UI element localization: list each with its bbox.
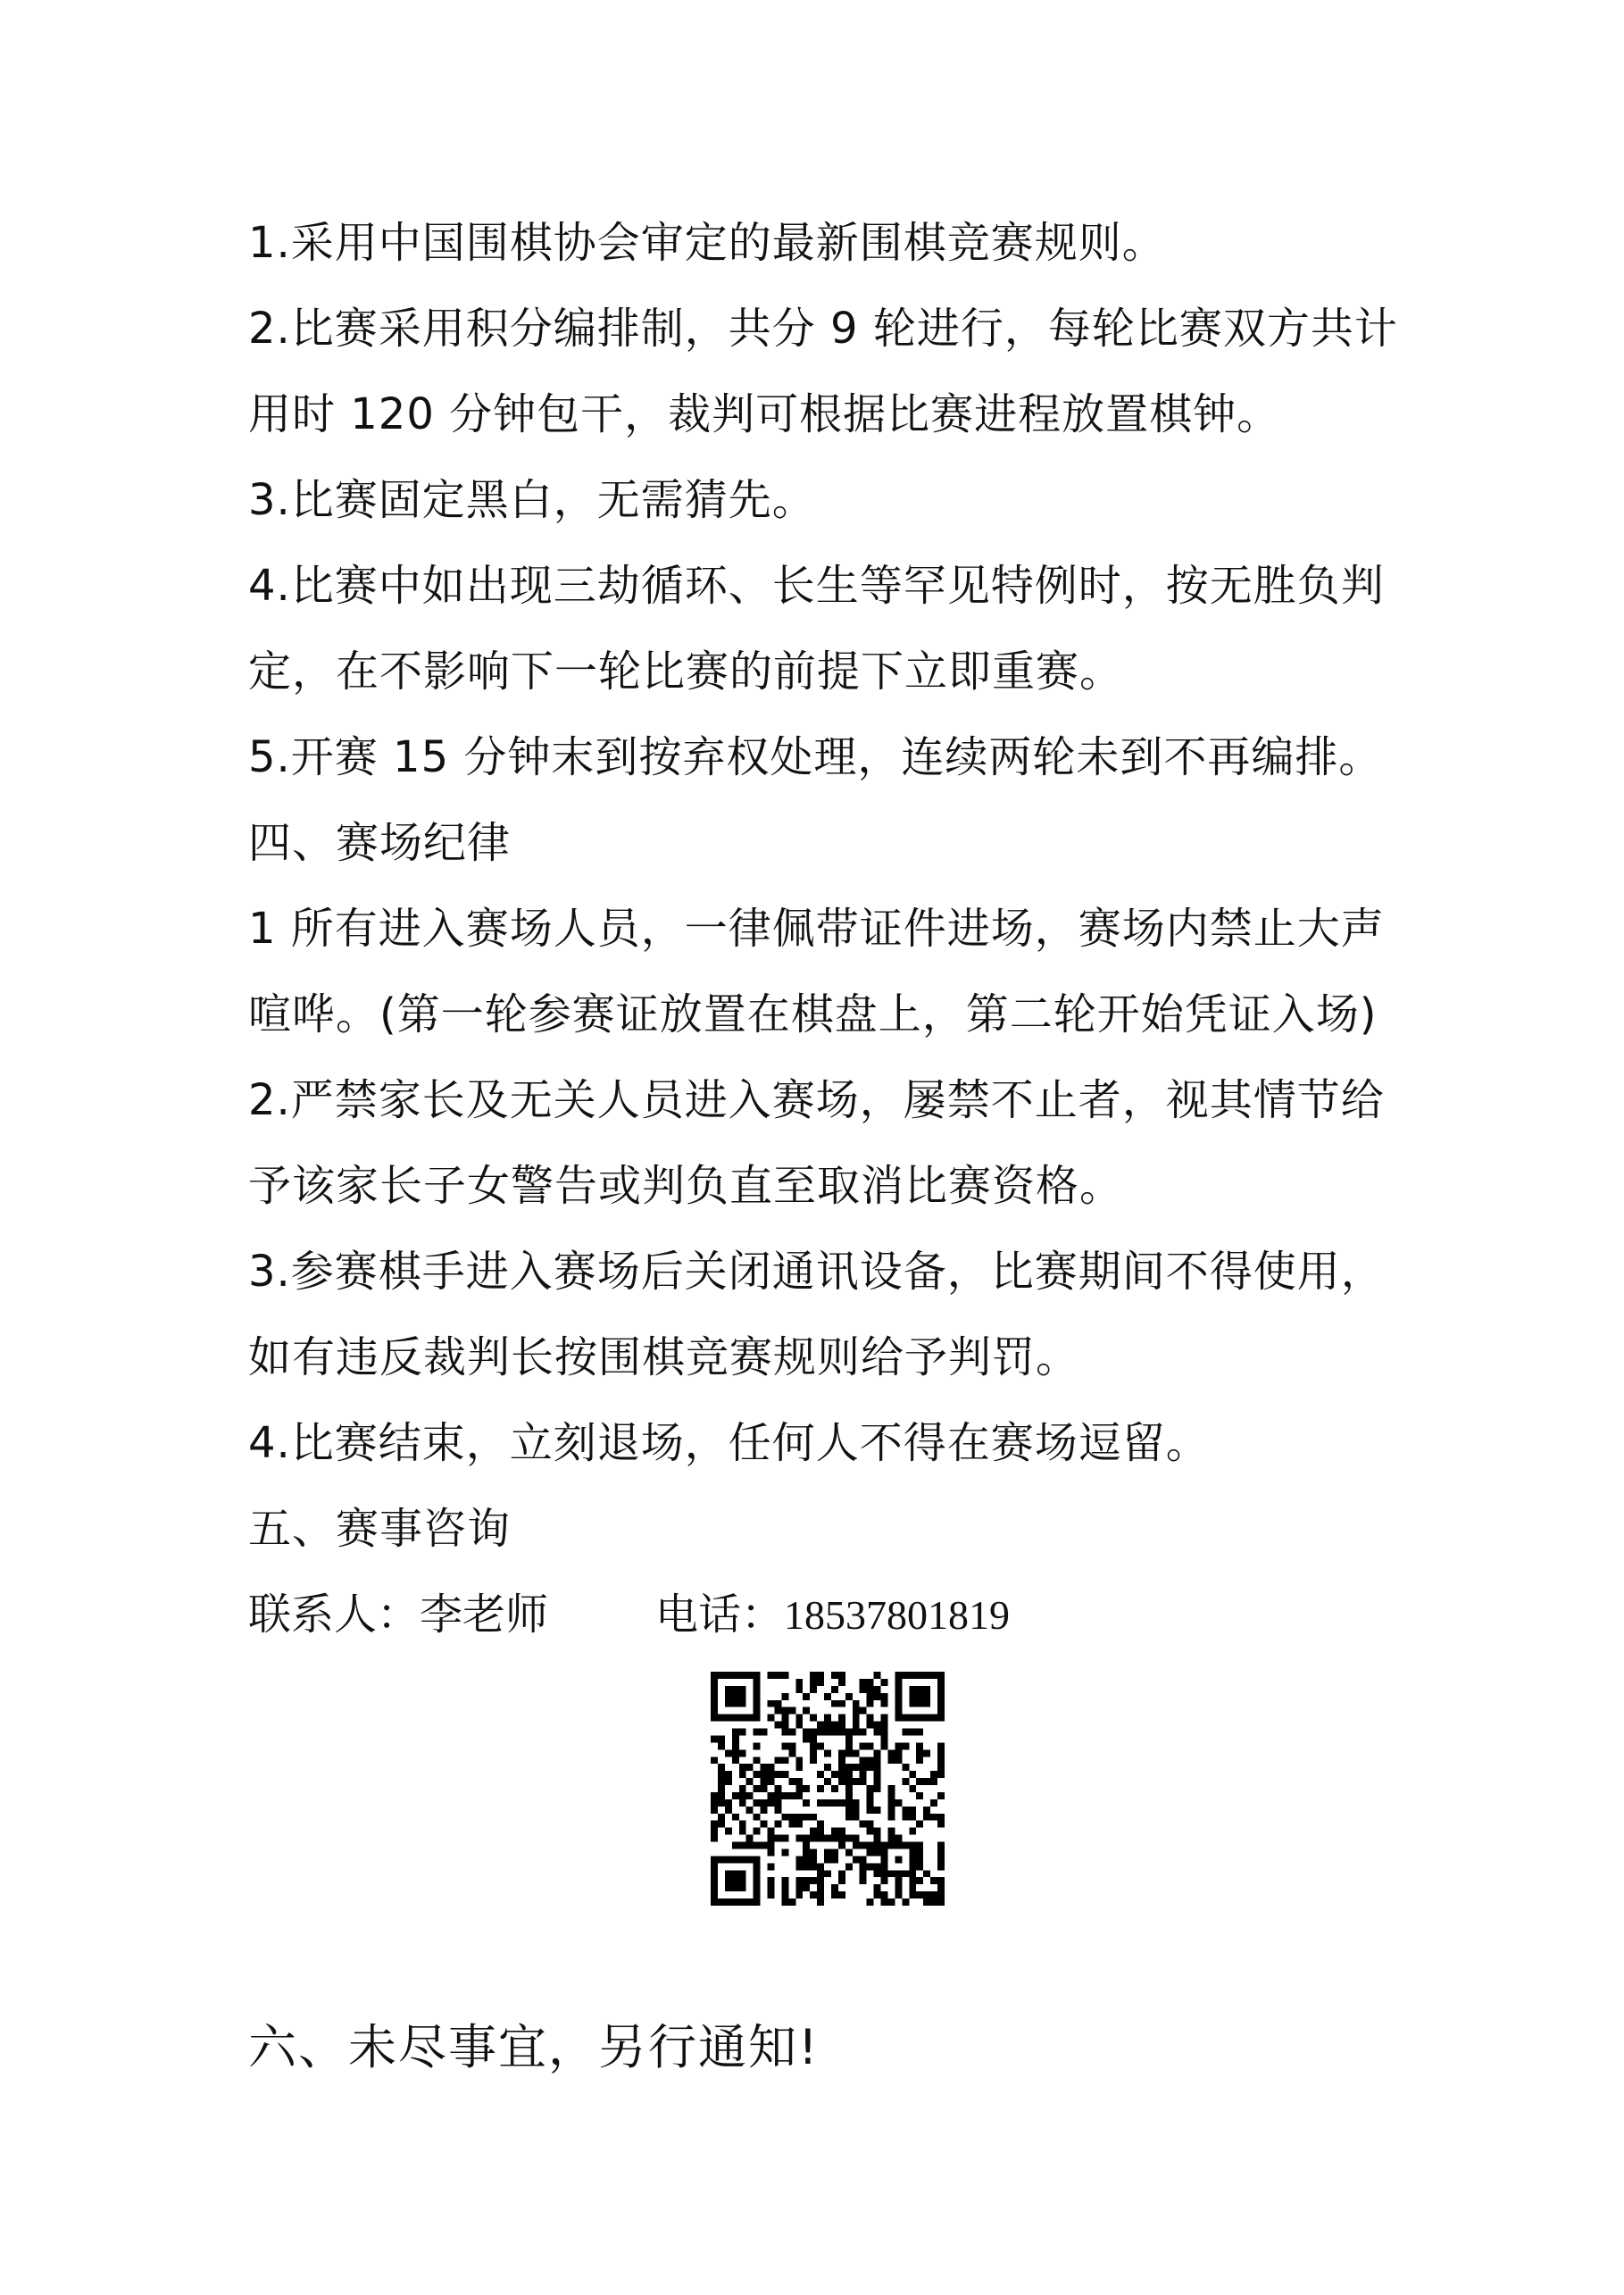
rule-line-6: 定，在不影响下一轮比赛的前提下立即重赛。 (248, 647, 1124, 697)
rule-line-3: 用时 120 分钟包干，裁判可根据比赛进程放置棋钟。 (248, 389, 1281, 439)
final-note: 六、未尽事宜，另行通知! (248, 2019, 820, 2075)
contact-info (248, 1588, 1010, 1642)
discipline-line-1: 1 所有进入赛场人员，一律佩带证件进场，赛场内禁止大声 (248, 904, 1385, 954)
rule-line-4: 3.比赛固定黑白，无需猜先。 (248, 475, 816, 525)
discipline-line-2: 喧哗。(第一轮参赛证放置在棋盘上，第二轮开始凭证入场) (248, 989, 1378, 1039)
rule-line-2: 2.比赛采用积分编排制，共分 9 轮进行，每轮比赛双方共计 (248, 304, 1398, 354)
rule-line-1: 1.采用中国围棋协会审定的最新围棋竞赛规则。 (248, 218, 1166, 268)
rule-line-5: 4.比赛中如出现三劫循环、长生等罕见特例时，按无胜负判 (248, 561, 1385, 611)
rule-line-7: 5.开赛 15 分钟末到按弃权处理，连续两轮未到不再编排。 (248, 732, 1383, 782)
consult-heading: 五、赛事咨询 (248, 1504, 512, 1554)
discipline-line-5: 3.参赛棋手进入赛场后关闭通讯设备，比赛期间不得使用， (248, 1247, 1385, 1297)
phone-label: 电话： (655, 1590, 785, 1640)
discipline-line-6: 如有违反裁判长按围棋竞赛规则给予判罚。 (248, 1332, 1080, 1382)
phone-number: 18537801819 (784, 1592, 1011, 1638)
discipline-line-3: 2.严禁家长及无关人员进入赛场，屡禁不止者，视其情节给 (248, 1075, 1385, 1125)
contact-person: 联系人：李老师 (248, 1590, 549, 1640)
discipline-line-7: 4.比赛结束，立刻退场，任何人不得在赛场逗留。 (248, 1418, 1210, 1468)
qr-code-image (711, 1672, 945, 1906)
discipline-line-4: 予该家长子女警告或判负直至取消比赛资格。 (248, 1161, 1124, 1211)
discipline-heading: 四、赛场纪律 (248, 818, 512, 868)
